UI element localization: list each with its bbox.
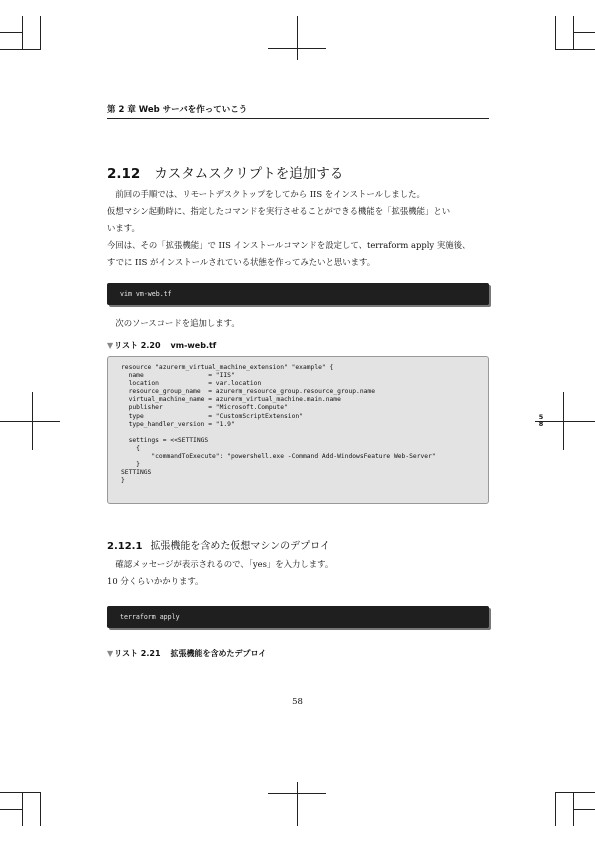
intro-line: います。 bbox=[107, 223, 140, 233]
add-source-paragraph: 次のソースコードを追加します。 bbox=[107, 318, 240, 328]
side-page-number bbox=[537, 414, 545, 428]
intro-line: 前回の手順では、リモートデスクトップをしてから IIS をインストールしました。 bbox=[107, 189, 425, 199]
subsection-paragraph bbox=[107, 556, 491, 590]
subsection-title-text: 拡張機能を含めた仮想マシンのデプロイ bbox=[150, 541, 330, 552]
section-title-text: カスタムスクリプトを追加する bbox=[154, 166, 344, 182]
listing-caption-2-21 bbox=[107, 648, 266, 659]
listing-label: リスト 2.20 bbox=[114, 341, 161, 350]
sub-line: 10 分くらいかかります。 bbox=[107, 576, 204, 586]
side-digit: 8 bbox=[538, 420, 544, 428]
subsection-number: 2.12.1 bbox=[107, 541, 143, 552]
triangle-marker-icon: ▼ bbox=[107, 649, 114, 658]
intro-line: 仮想マシン起動時に、指定したコマンドを実行させることができる機能を「拡張機能」とい bbox=[107, 206, 451, 216]
listing-name: vm-web.tf bbox=[170, 341, 217, 350]
listing-caption-2-20 bbox=[107, 340, 216, 351]
section-title bbox=[107, 162, 489, 182]
command-text: vim vm-web.tf bbox=[120, 290, 172, 298]
section-number: 2.12 bbox=[107, 166, 141, 182]
page-number: 58 bbox=[292, 697, 303, 707]
triangle-marker-icon: ▼ bbox=[107, 341, 114, 350]
sub-line: 確認メッセージが表示されるので、「yes」を入力します。 bbox=[107, 559, 334, 569]
command-text: terraform apply bbox=[120, 613, 180, 621]
intro-paragraph bbox=[107, 186, 491, 271]
command-block-terraform bbox=[107, 606, 489, 628]
listing-name: 拡張機能を含めたデプロイ bbox=[170, 649, 267, 658]
code-listing-2-20: resource "azurerm_virtual_machine_extension" "example" { name = "IIS" location = var.location resource_group_name = azurerm_resource_group.resource_group.name virtual_machine_name = azurerm_virtual_machine.main.name publisher = "Microsoft.Compute" type = "CustomScriptExtension" type_handler_version = "1.9" settings = <<SETTINGS { "commandToExecute": "powershell.exe -Command Add-WindowsFeature Web-Server" } SETTINGS } bbox=[107, 356, 489, 504]
running-head: 第 2 章 Web サーバを作っていこう bbox=[107, 103, 489, 119]
side-digit: 5 bbox=[538, 413, 544, 421]
intro-line: 今回は、その「拡張機能」で IIS インストールコマンドを設定して、terraform apply 実施後、 bbox=[107, 240, 471, 250]
command-block-vim bbox=[107, 283, 489, 305]
subsection-title bbox=[107, 537, 489, 552]
listing-label: リスト 2.21 bbox=[114, 649, 161, 658]
intro-line: すでに IIS がインストールされている状態を作ってみたいと思います。 bbox=[107, 257, 376, 267]
